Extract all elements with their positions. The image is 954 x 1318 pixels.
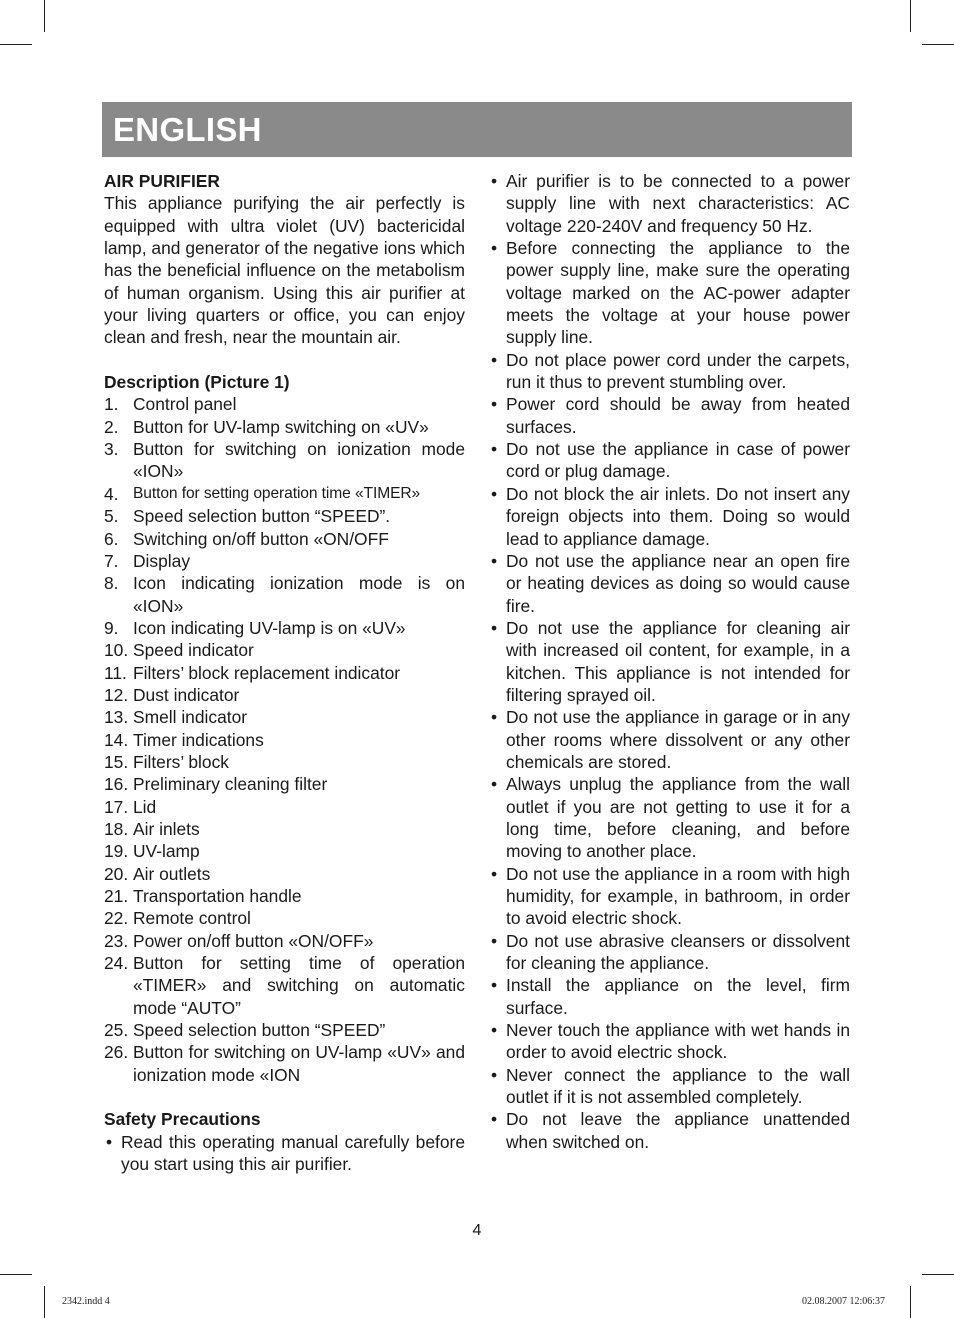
description-item-number: 18. — [104, 818, 129, 839]
description-list — [104, 393, 465, 1086]
description-item-text: Preliminary cleaning filter — [133, 774, 328, 795]
safety-item-text: Do not place power cord under the carpets, run it thus to prevent stumbling over. — [506, 349, 850, 393]
description-item-number: 20. — [104, 863, 129, 884]
description-item-text: Speed indicator — [133, 640, 254, 661]
description-item-number: 22. — [104, 908, 129, 929]
bullet-icon: • — [491, 863, 498, 884]
safety-item-text: Install the appliance on the level, firm surface. — [506, 975, 850, 1018]
safety-item-text: Do not leave the appliance unattended when switched on. — [506, 1109, 850, 1152]
safety-item-text: Power cord should be away from heated surfaces. — [506, 394, 850, 437]
page-number: 4 — [472, 1222, 482, 1239]
safety-item-text: Read this operating manual carefully before you start using this air purifier. — [121, 1131, 465, 1175]
safety-item — [489, 237, 850, 349]
description-item — [104, 952, 465, 1019]
description-item — [104, 662, 465, 684]
description-item-text: Display — [133, 550, 191, 571]
safety-list-right — [489, 170, 850, 1153]
bullet-icon: • — [491, 1109, 498, 1130]
description-item-number: 12. — [104, 684, 129, 705]
crop-mark — [44, 1286, 45, 1318]
description-item-number: 1. — [104, 394, 119, 415]
safety-item — [489, 349, 850, 394]
safety-item-text: Air purifier is to be connected to a power supply line with next characteristics: AC voltage 220-240V and frequency 50 Hz. — [506, 171, 850, 236]
description-item — [104, 1041, 465, 1086]
description-item — [104, 863, 465, 885]
description-item-number: 26. — [104, 1042, 129, 1063]
description-item-text: Speed selection button “SPEED”. — [133, 506, 391, 527]
description-item — [104, 751, 465, 773]
description-item — [104, 930, 465, 952]
safety-item-text: Never touch the appliance with wet hands in order to avoid electric shock. — [506, 1020, 850, 1063]
description-item-text: Air inlets — [133, 818, 200, 839]
description-item-number: 15. — [104, 751, 129, 772]
safety-item — [489, 617, 850, 706]
description-item — [104, 505, 465, 527]
description-item-text: Air outlets — [133, 863, 211, 884]
safety-item — [489, 483, 850, 550]
bullet-icon: • — [491, 171, 498, 191]
crop-mark — [0, 1274, 32, 1275]
safety-item-text: Do not use the appliance in case of power cord or plug damage. — [506, 439, 850, 482]
safety-item — [489, 438, 850, 483]
bullet-icon: • — [491, 1064, 498, 1085]
safety-item — [489, 773, 850, 862]
description-item — [104, 416, 465, 438]
description-item-text: Button for switching on ionization mode «ION» — [133, 439, 465, 482]
description-item-text: Button for UV-lamp switching on «UV» — [133, 416, 429, 437]
safety-item — [489, 393, 850, 438]
crop-mark — [0, 44, 32, 45]
crop-mark — [910, 1286, 911, 1318]
description-item-text: Remote control — [133, 908, 251, 929]
description-item-text: Button for setting operation time «TIMER» — [133, 484, 421, 502]
slug-file-info: 2342.indd 4 — [62, 1296, 110, 1307]
description-item-number: 17. — [104, 796, 129, 817]
intro-heading: AIR PURIFIER — [104, 171, 220, 191]
safety-item — [489, 550, 850, 617]
crop-mark — [910, 0, 911, 32]
description-item-number: 23. — [104, 930, 129, 951]
safety-item-text: Do not block the air inlets. Do not insert any foreign objects into them. Doing so would lead to appliance damage. — [506, 483, 850, 549]
bullet-icon: • — [106, 1131, 113, 1152]
crop-mark — [922, 1274, 954, 1275]
description-item-number: 24. — [104, 953, 129, 974]
bullet-icon: • — [491, 550, 498, 571]
description-item — [104, 684, 465, 706]
description-item-number: 4. — [104, 483, 119, 504]
description-heading: Description (Picture 1) — [104, 372, 290, 393]
description-item-number: 13. — [104, 707, 129, 728]
description-item — [104, 528, 465, 550]
intro-paragraph: This appliance purifying the air perfectly is equipped with ultra violet (UV) bactericidal lamp, and generator of the negative ions which has the beneficial influence on the metabolism of human organism. Using this air purifier at your living quarters or office, you can enjoy clean and fresh, near the mountain air. — [104, 193, 465, 348]
bullet-icon: • — [491, 1020, 498, 1041]
description-item — [104, 773, 465, 795]
description-item-number: 3. — [104, 439, 119, 460]
description-item-text: Power on/off button «ON/OFF» — [133, 930, 374, 951]
safety-item — [489, 170, 850, 237]
bullet-icon: • — [491, 707, 498, 728]
description-item-number: 7. — [104, 550, 119, 571]
safety-item-text: Before connecting the appliance to the power supply line, make sure the operating voltage marked on the AC-power adapter meets the voltage at your house power supply line. — [506, 238, 850, 348]
description-item — [104, 885, 465, 907]
description-item — [104, 1019, 465, 1041]
description-item-text: Switching on/off button «ON/OFF — [133, 528, 389, 549]
description-item-number: 10. — [104, 640, 129, 661]
description-item — [104, 706, 465, 728]
safety-item — [489, 1064, 850, 1109]
safety-item — [489, 1108, 850, 1153]
description-item-text: UV-lamp — [133, 841, 200, 862]
description-item-number: 9. — [104, 617, 119, 638]
description-item-text: Button for switching on UV-lamp «UV» and ionization mode «ION — [133, 1042, 465, 1085]
description-item-text: Timer indications — [133, 729, 264, 750]
description-item-number: 21. — [104, 886, 129, 906]
bullet-icon: • — [491, 617, 498, 638]
left-column — [104, 170, 465, 1175]
description-item-number: 19. — [104, 841, 129, 862]
description-item — [104, 818, 465, 840]
bullet-icon: • — [491, 930, 498, 951]
description-item-number: 25. — [104, 1020, 129, 1041]
description-item-text: Control panel — [133, 394, 237, 415]
safety-list-left — [104, 1131, 465, 1176]
description-item-number: 6. — [104, 528, 119, 549]
bullet-icon: • — [491, 439, 498, 460]
safety-item — [489, 863, 850, 930]
bullet-icon: • — [491, 394, 498, 415]
safety-item-text: Never connect the appliance to the wall outlet if it is not assembled completely. — [506, 1064, 850, 1108]
description-item-number: 5. — [104, 506, 119, 527]
description-item — [104, 729, 465, 751]
description-item — [104, 438, 465, 483]
description-item-number: 11. — [104, 662, 127, 683]
description-item-text: Filters’ block — [133, 751, 229, 772]
safety-item — [489, 930, 850, 975]
safety-item — [489, 706, 850, 773]
safety-item — [104, 1131, 465, 1176]
bullet-icon: • — [491, 483, 498, 504]
description-item-text: Transportation handle — [133, 886, 302, 906]
language-title: ENGLISH — [113, 110, 262, 148]
language-header-bar — [102, 102, 852, 157]
bullet-icon: • — [491, 349, 498, 370]
description-item — [104, 907, 465, 929]
description-item-text: Icon indicating ionization mode is on «ION» — [133, 573, 465, 616]
description-item — [104, 572, 465, 617]
safety-item-text: Do not use the appliance in a room with high humidity, for example, in bathroom, in order to avoid electric shock. — [506, 863, 850, 929]
right-column — [489, 170, 850, 1153]
safety-heading: Safety Precautions — [104, 1109, 261, 1130]
crop-mark — [922, 44, 954, 45]
slug-timestamp: 02.08.2007 12:06:37 — [801, 1296, 885, 1307]
description-item — [104, 617, 465, 639]
description-item — [104, 639, 465, 661]
description-item-number: 16. — [104, 774, 129, 795]
safety-item — [489, 1019, 850, 1064]
crop-mark — [44, 0, 45, 32]
description-item-text: Filters’ block replacement indicator — [133, 662, 401, 683]
safety-item-text: Always unplug the appliance from the wall outlet if you are not getting to use it for a long time, before cleaning, and before moving to another place. — [506, 774, 850, 862]
description-item-number: 8. — [104, 573, 119, 594]
description-item-text: Speed selection button “SPEED” — [133, 1020, 386, 1041]
description-item-text: Lid — [133, 796, 157, 817]
description-item — [104, 796, 465, 818]
description-item-text: Dust indicator — [133, 684, 240, 705]
description-item — [104, 483, 465, 505]
bullet-icon: • — [491, 774, 498, 795]
bullet-icon: • — [491, 975, 498, 996]
description-item-text: Icon indicating UV-lamp is on «UV» — [133, 617, 406, 638]
safety-item — [489, 974, 850, 1019]
safety-item-text: Do not use the appliance in garage or in any other rooms where dissolvent or any other chemicals are stored. — [506, 707, 850, 772]
safety-item-text: Do not use the appliance for cleaning air with increased oil content, for example, in a kitchen. This appliance is not intended for filtering sprayed oil. — [506, 617, 850, 705]
description-item-text: Smell indicator — [133, 707, 248, 728]
description-item-number: 14. — [104, 729, 129, 750]
description-item-text: Button for setting time of operation «TIMER» and switching on automatic mode “AUTO” — [133, 953, 465, 1018]
bullet-icon: • — [491, 238, 498, 259]
description-item — [104, 393, 465, 415]
safety-item-text: Do not use the appliance near an open fire or heating devices as doing so would cause fire. — [506, 550, 850, 616]
description-item-number: 2. — [104, 416, 119, 437]
safety-item-text: Do not use abrasive cleansers or dissolvent for cleaning the appliance. — [506, 930, 850, 974]
description-item — [104, 550, 465, 572]
description-item — [104, 840, 465, 862]
